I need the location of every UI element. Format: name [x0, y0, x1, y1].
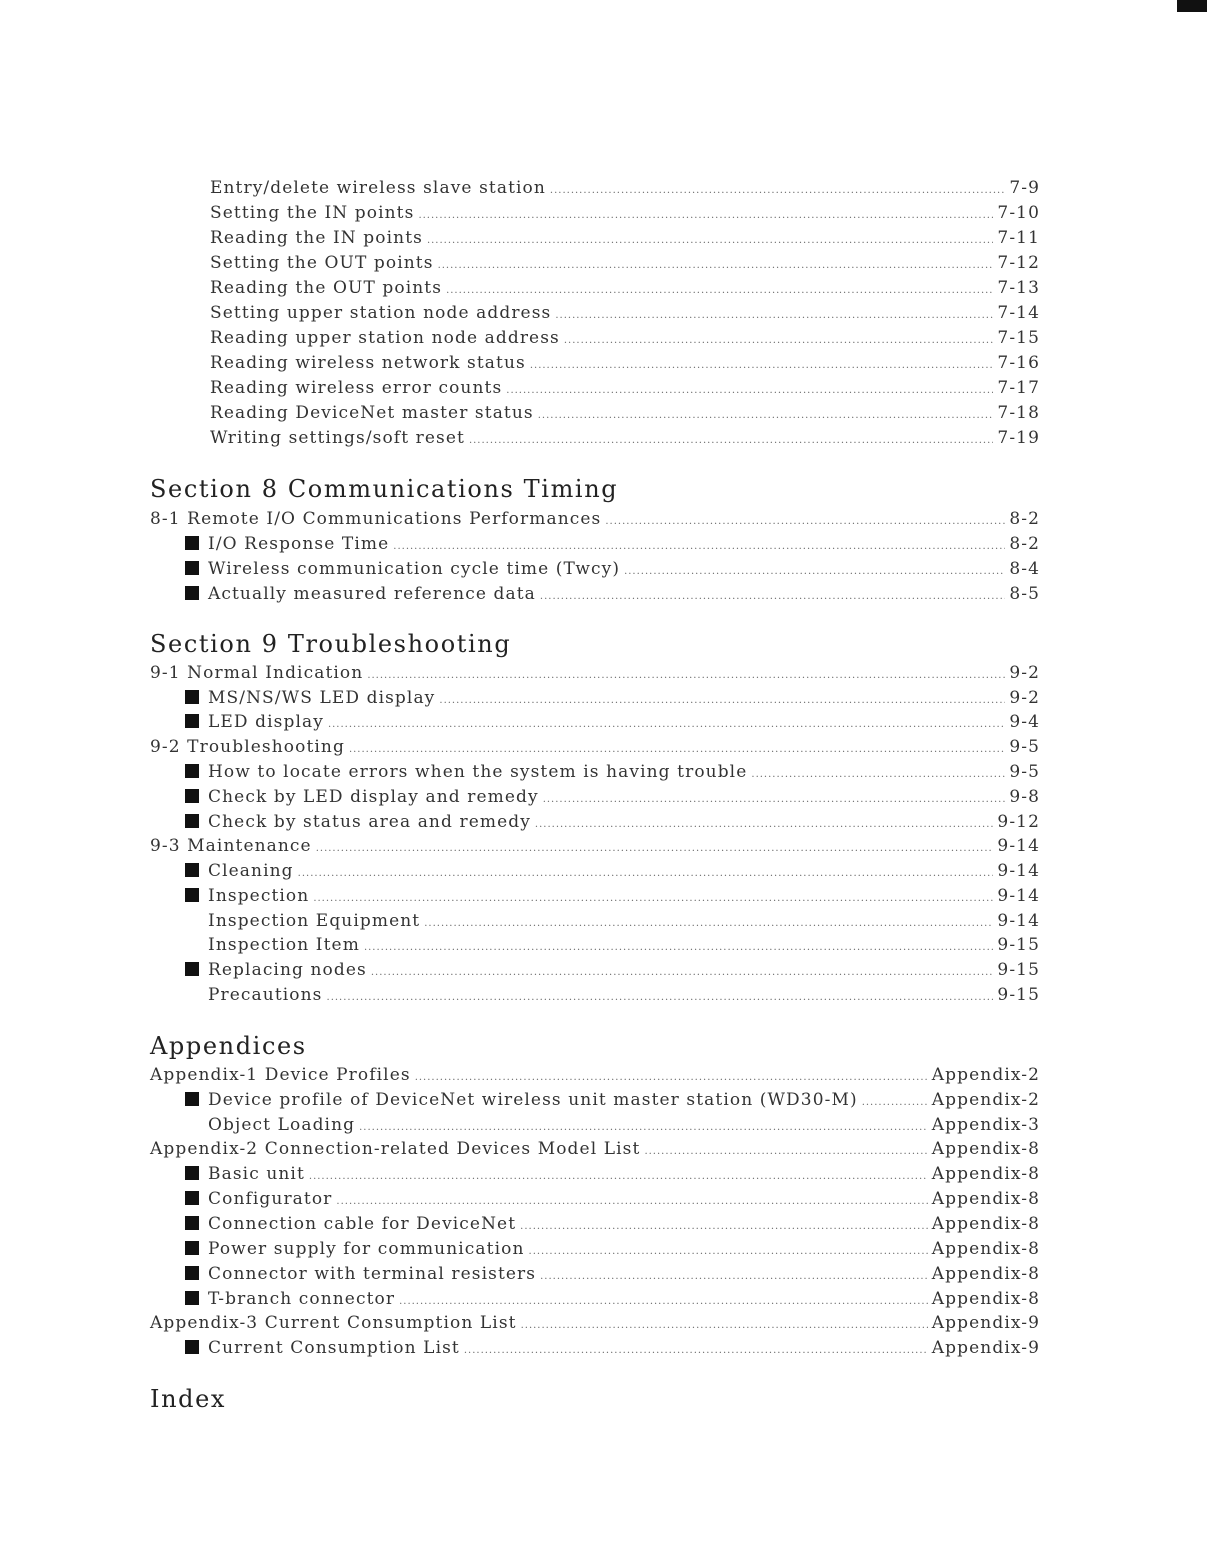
toc-entry[interactable] — [210, 251, 1040, 275]
toc-entry[interactable] — [185, 1212, 1040, 1236]
toc-entry-page: 9-5 — [1009, 737, 1040, 757]
toc-entry-label: Object Loading — [208, 1115, 356, 1135]
toc-entry-page: 7-11 — [997, 228, 1040, 248]
leader-dots — [438, 254, 994, 278]
square-bullet-icon — [185, 536, 199, 550]
toc-entry-label: 9-3 Maintenance — [150, 836, 312, 856]
toc-entry-page: 9-14 — [997, 886, 1040, 906]
toc-entry[interactable] — [208, 933, 1040, 957]
leader-dots — [371, 961, 994, 985]
toc-entry-page: 8-4 — [1009, 559, 1040, 579]
toc-entry-page: Appendix-8 — [931, 1214, 1040, 1234]
leader-dots — [446, 279, 993, 303]
leader-dots — [309, 1165, 928, 1189]
toc-entry-page: 7-9 — [1009, 178, 1040, 198]
leader-dots — [464, 1339, 928, 1363]
leader-dots — [555, 304, 993, 328]
toc-entry[interactable] — [185, 1088, 1040, 1112]
toc-entry-label: Inspection Equipment — [208, 911, 421, 931]
toc-entry[interactable] — [150, 661, 1040, 685]
toc-entry-label: T-branch connector — [208, 1289, 396, 1309]
toc-entry[interactable] — [210, 426, 1040, 450]
toc-entry-label: Reading DeviceNet master status — [210, 403, 534, 423]
square-bullet-icon — [185, 690, 199, 704]
toc-entry-page: Appendix-9 — [931, 1313, 1040, 1333]
leader-dots — [367, 664, 1005, 688]
toc-entry-label: 8-1 Remote I/O Communications Performances — [150, 509, 602, 529]
toc-entry-label: Appendix-3 Current Consumption List — [150, 1313, 517, 1333]
leader-dots — [336, 1190, 927, 1214]
square-bullet-icon — [185, 561, 199, 575]
toc-entry-label: Check by LED display and remedy — [208, 787, 539, 807]
square-bullet-icon — [185, 863, 199, 877]
toc-entry-label: Setting the OUT points — [210, 253, 434, 273]
toc-entry-label: Current Consumption List — [208, 1338, 460, 1358]
toc-entry-label: Configurator — [208, 1189, 333, 1209]
toc-entry[interactable] — [210, 376, 1040, 400]
toc-entry[interactable] — [208, 909, 1040, 933]
toc-entry[interactable] — [150, 1063, 1040, 1087]
toc-entry[interactable] — [210, 176, 1040, 200]
square-bullet-icon — [185, 1340, 199, 1354]
toc-entry-page: 7-13 — [997, 278, 1040, 298]
toc-entry-page: Appendix-8 — [931, 1239, 1040, 1259]
toc-entry[interactable] — [185, 785, 1040, 809]
toc-entry[interactable] — [210, 276, 1040, 300]
square-bullet-icon — [185, 1191, 199, 1205]
toc-entry-page: 9-12 — [997, 812, 1040, 832]
toc-entry-label: Wireless communication cycle time (Twcy) — [208, 559, 621, 579]
toc-entry[interactable] — [185, 1262, 1040, 1286]
toc-entry-label: Inspection — [208, 886, 310, 906]
square-bullet-icon — [185, 1216, 199, 1230]
toc-entry-label: Setting the IN points — [210, 203, 415, 223]
toc-entry-label: 9-1 Normal Indication — [150, 663, 364, 683]
toc-entry[interactable] — [210, 201, 1040, 225]
toc-entry[interactable] — [210, 401, 1040, 425]
toc-entry-label: Setting upper station node address — [210, 303, 552, 323]
leader-dots — [327, 986, 994, 1010]
toc-entry-page: 9-14 — [997, 911, 1040, 931]
square-bullet-icon — [185, 814, 199, 828]
toc-entry[interactable] — [150, 1311, 1040, 1335]
toc-entry-label: Reading wireless error counts — [210, 378, 503, 398]
toc-entry-page: 9-15 — [997, 935, 1040, 955]
toc-entry[interactable] — [185, 1336, 1040, 1360]
toc-entry-label: MS/NS/WS LED display — [208, 688, 436, 708]
toc-entry-label: LED display — [208, 712, 324, 732]
leader-dots — [418, 204, 993, 228]
toc-entry-page: 9-15 — [997, 960, 1040, 980]
leader-dots — [316, 837, 994, 861]
leader-dots — [543, 788, 1006, 812]
square-bullet-icon — [185, 962, 199, 976]
toc-entry-page: 7-15 — [997, 328, 1040, 348]
section-heading: Section 8 Communications Timing — [150, 475, 619, 503]
square-bullet-icon — [185, 888, 199, 902]
leader-dots — [540, 1265, 928, 1289]
toc-entry[interactable] — [150, 1137, 1040, 1161]
toc-entry[interactable] — [185, 1287, 1040, 1311]
section-heading: Appendices — [150, 1032, 307, 1060]
toc-entry[interactable] — [210, 326, 1040, 350]
square-bullet-icon — [185, 1241, 199, 1255]
toc-entry-label: Appendix-2 Connection-related Devices Model List — [150, 1139, 641, 1159]
toc-entry[interactable] — [185, 859, 1040, 883]
leader-dots — [364, 936, 993, 960]
leader-dots — [624, 560, 1005, 584]
toc-entry-label: Cleaning — [208, 861, 294, 881]
toc-entry-page: 7-18 — [997, 403, 1040, 423]
toc-entry-page: Appendix-2 — [931, 1090, 1040, 1110]
square-bullet-icon — [185, 789, 199, 803]
leader-dots — [644, 1140, 927, 1164]
toc-entry-page: Appendix-2 — [931, 1065, 1040, 1085]
leader-dots — [538, 404, 994, 428]
square-bullet-icon — [185, 586, 199, 600]
toc-entry-label: Basic unit — [208, 1164, 305, 1184]
leader-dots — [469, 429, 993, 453]
toc-entry[interactable] — [208, 1113, 1040, 1137]
leader-dots — [751, 763, 1005, 787]
toc-entry-page: 9-2 — [1009, 663, 1040, 683]
square-bullet-icon — [185, 1291, 199, 1305]
toc-entry-page: 7-12 — [997, 253, 1040, 273]
toc-entry-label: Appendix-1 Device Profiles — [150, 1065, 411, 1085]
toc-entry-page: 8-5 — [1009, 584, 1040, 604]
toc-entry-label: Reading the IN points — [210, 228, 423, 248]
toc-entry-page: 9-2 — [1009, 688, 1040, 708]
toc-entry-page: 9-14 — [997, 861, 1040, 881]
corner-mark — [1177, 0, 1207, 12]
toc-entry[interactable] — [185, 1187, 1040, 1211]
toc-entry-page: 9-5 — [1009, 762, 1040, 782]
toc-entry-label: Reading the OUT points — [210, 278, 443, 298]
toc-entry-label: Actually measured reference data — [208, 584, 536, 604]
toc-entry-page: 7-16 — [997, 353, 1040, 373]
toc-entry-page: Appendix-8 — [931, 1289, 1040, 1309]
toc-entry-label: 9-2 Troubleshooting — [150, 737, 345, 757]
toc-entry[interactable] — [150, 507, 1040, 531]
toc-entry-page: 8-2 — [1009, 509, 1040, 529]
toc-entry[interactable] — [185, 810, 1040, 834]
toc-entry-label: Device profile of DeviceNet wireless unit master station (WD30-M) — [208, 1090, 858, 1110]
toc-entry-label: Inspection Item — [208, 935, 360, 955]
leader-dots — [427, 229, 993, 253]
leader-dots — [550, 179, 1005, 203]
toc-entry[interactable] — [210, 301, 1040, 325]
toc-entry-label: Reading upper station node address — [210, 328, 560, 348]
toc-entry[interactable] — [185, 532, 1040, 556]
leader-dots — [298, 862, 994, 886]
leader-dots — [530, 354, 994, 378]
toc-entry-page: Appendix-9 — [931, 1338, 1040, 1358]
toc-entry-label: Entry/delete wireless slave station — [210, 178, 546, 198]
toc-entry[interactable] — [150, 834, 1040, 858]
toc-entry-page: Appendix-3 — [931, 1115, 1040, 1135]
toc-entry-page: 9-14 — [997, 836, 1040, 856]
toc-entry-label: Connector with terminal resisters — [208, 1264, 537, 1284]
square-bullet-icon — [185, 764, 199, 778]
toc-entry-label: Power supply for communication — [208, 1239, 525, 1259]
toc-entry-page: 9-8 — [1009, 787, 1040, 807]
toc-entry-label: Connection cable for DeviceNet — [208, 1214, 517, 1234]
toc-entry[interactable] — [185, 686, 1040, 710]
section-heading: Index — [150, 1385, 227, 1413]
toc-entry-page: Appendix-8 — [931, 1139, 1040, 1159]
toc-entry-label: Precautions — [208, 985, 323, 1005]
toc-entry[interactable] — [185, 760, 1040, 784]
toc-entry-page: 7-14 — [997, 303, 1040, 323]
toc-entry-page: 7-17 — [997, 378, 1040, 398]
leader-dots — [862, 1091, 928, 1115]
leader-dots — [540, 585, 1005, 609]
toc-entry-page: 7-19 — [997, 428, 1040, 448]
leader-dots — [605, 510, 1005, 534]
toc-entry-label: Check by status area and remedy — [208, 812, 531, 832]
toc-entry[interactable] — [185, 884, 1040, 908]
leader-dots — [393, 535, 1005, 559]
toc-entry-label: Reading wireless network status — [210, 353, 526, 373]
toc-entry[interactable] — [185, 1237, 1040, 1261]
toc-entry[interactable] — [185, 582, 1040, 606]
square-bullet-icon — [185, 1166, 199, 1180]
toc-entry[interactable] — [150, 735, 1040, 759]
leader-dots — [313, 887, 993, 911]
toc-entry-page: Appendix-8 — [931, 1264, 1040, 1284]
toc-entry-label: How to locate errors when the system is having trouble — [208, 762, 748, 782]
toc-entry-page: 7-10 — [997, 203, 1040, 223]
toc-entry[interactable] — [185, 557, 1040, 581]
toc-entry[interactable] — [210, 351, 1040, 375]
leader-dots — [349, 738, 1005, 762]
toc-entry-page: Appendix-8 — [931, 1164, 1040, 1184]
leader-dots — [506, 379, 993, 403]
section-heading: Section 9 Troubleshooting — [150, 630, 512, 658]
toc-entry-label: Replacing nodes — [208, 960, 367, 980]
toc-entry-page: Appendix-8 — [931, 1189, 1040, 1209]
square-bullet-icon — [185, 1092, 199, 1106]
toc-entry[interactable] — [210, 226, 1040, 250]
leader-dots — [529, 1240, 928, 1264]
toc-entry-page: 8-2 — [1009, 534, 1040, 554]
toc-entry-label: Writing settings/soft reset — [210, 428, 465, 448]
toc-entry[interactable] — [208, 983, 1040, 1007]
toc-entry-page: 9-15 — [997, 985, 1040, 1005]
toc-entry-page: 9-4 — [1009, 712, 1040, 732]
toc-entry[interactable] — [185, 710, 1040, 734]
leader-dots — [521, 1314, 928, 1338]
toc-entry[interactable] — [185, 958, 1040, 982]
leader-dots — [564, 329, 994, 353]
leader-dots — [415, 1066, 928, 1090]
toc-entry[interactable] — [185, 1162, 1040, 1186]
square-bullet-icon — [185, 1266, 199, 1280]
leader-dots — [328, 713, 1005, 737]
toc-entry-label: I/O Response Time — [208, 534, 390, 554]
square-bullet-icon — [185, 714, 199, 728]
leader-dots — [520, 1215, 928, 1239]
